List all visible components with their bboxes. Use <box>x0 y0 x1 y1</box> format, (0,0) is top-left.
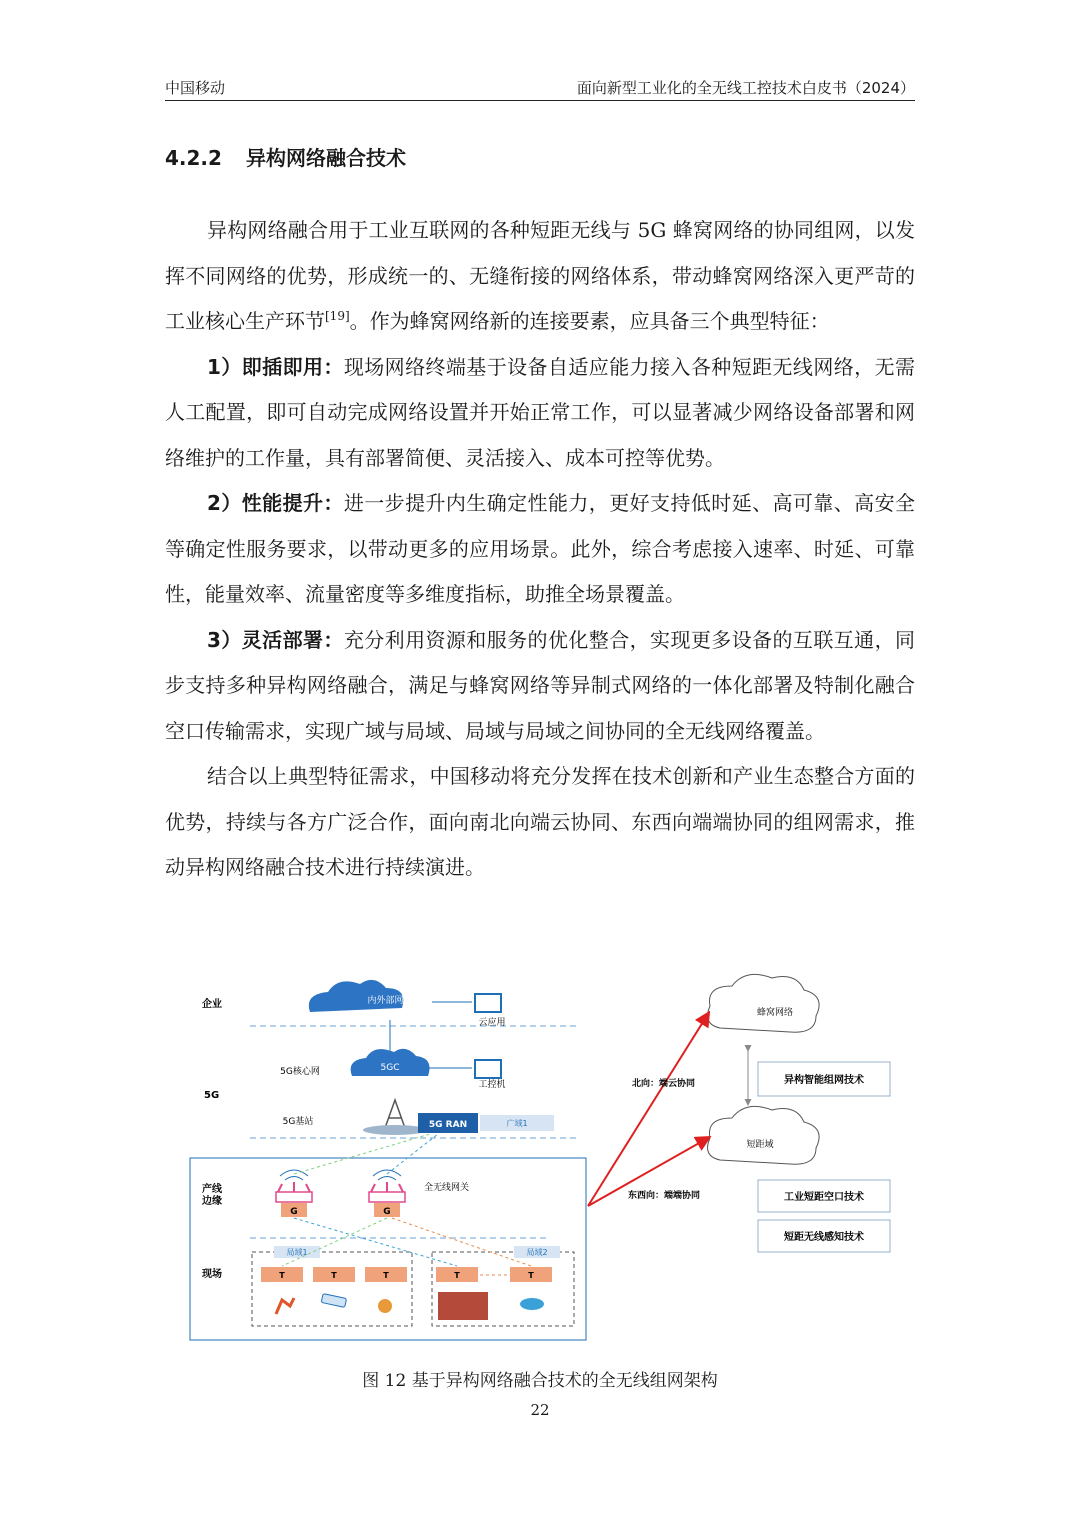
figure-caption: 图 12 基于异构网络融合技术的全无线组网架构 <box>362 1371 718 1391</box>
east-west-label: 东西向：端端协同 <box>628 1191 701 1201</box>
lan1-box <box>252 1252 412 1326</box>
antenna-tower-icon <box>385 1100 405 1128</box>
intro-text-a: 异构网络融合用于工业互联网的各种短距无线与 5G 蜂窝网络的协同组网，以发挥不同网络的优势，形成统一的、无缝衔接的网络体系，带动蜂窝网络深入更严苛的工业核心生产环节 <box>165 218 915 333</box>
agv-photo <box>438 1292 488 1320</box>
tech-label-3: 短距无线感知技术 <box>784 1232 864 1243</box>
conclusion-paragraph: 结合以上典型特征需求，中国移动将充分发挥在技术创新和产业生态整合方面的优势，持续与各方广泛合作，面向南北向端云协同、东西向端端协同的组网需求，推动异构网络融合技术进行持续演进。 <box>165 764 915 879</box>
citation-ref[interactable]: [19] <box>325 309 350 323</box>
network-architecture-figure <box>180 970 900 1350</box>
gateway-1-letter: G <box>290 1207 298 1217</box>
terminal-letter: T <box>279 1271 285 1280</box>
feature-label-2: 2）性能提升： <box>207 491 344 515</box>
sensor-icon <box>378 1299 392 1313</box>
terminal-letter: T <box>331 1271 337 1280</box>
drone-icon <box>520 1298 544 1310</box>
link-ran-gw2 <box>387 1134 438 1174</box>
feature-label-1: 1）即插即用： <box>207 354 344 379</box>
cloud-cellular-label: 蜂窝网络 <box>756 1008 794 1018</box>
feature-text-2: 进一步提升内生确定性能力，更好支持低时延、高可靠、高安全等确定性服务要求，以带动更多的应用场景。此外，综合考虑接入速率、时延、可靠性，能量效率、流量密度等多维度指标，助推全场景覆盖。 <box>165 491 916 606</box>
north-arrow <box>588 1014 708 1206</box>
intro-paragraph <box>165 208 915 345</box>
base-station-label: 5G基站 <box>282 1117 314 1127</box>
section-title: 异构网络融合技术 <box>245 146 406 170</box>
tech-label-1: 异构智能组网技术 <box>784 1075 864 1086</box>
feature-performance <box>165 481 915 618</box>
monitor-icon <box>475 1060 501 1078</box>
layer-label-5g: 5G <box>204 1090 220 1101</box>
layer-label-edge-1: 产线 <box>202 1184 222 1195</box>
cloud-short-range <box>708 1106 820 1164</box>
feature-text-3: 充分利用资源和服务的优化整合，实现更多设备的互联互通，同步支持多种异构网络融合，满足与蜂窝网络等异制式网络的一体化部署及特制化融合空口传输需求，实现广域与局域、局域与局域之间协同的全无线网络覆盖。 <box>165 627 916 743</box>
header-divider <box>165 100 915 101</box>
gateway-label: 全无线网关 <box>424 1183 470 1193</box>
base-station-platform <box>363 1125 427 1135</box>
tech-label-2: 工业短距空口技术 <box>784 1192 864 1203</box>
gateway-2-letter: G <box>383 1207 391 1217</box>
layer-label-enterprise: 企业 <box>202 999 222 1010</box>
cloud-internal-label: 内外部网络 <box>367 996 413 1006</box>
page-number: 22 <box>530 1401 550 1419</box>
lan1-label: 局域1 <box>286 1248 308 1257</box>
body-text <box>165 208 915 891</box>
feature-plug-and-play <box>165 345 915 482</box>
north-label: 北向：端云协同 <box>632 1079 696 1089</box>
lan2-label: 局域2 <box>526 1248 548 1257</box>
feature-text-1: 现场网络终端基于设备自适应能力接入各种短距无线网络，无需人工配置，即可自动完成网络设置并开始正常工作，可以显著减少网络设备部署和网络维护的工作量，具有部署简便、灵活接入、成本可控等优势。 <box>165 354 916 470</box>
terminal-letter: T <box>528 1271 534 1280</box>
link-gw1-terminal <box>294 1218 457 1266</box>
intro-text-b: 。作为蜂窝网络新的连接要素，应具备三个典型特征： <box>349 309 830 333</box>
section-number: 4.2.2 <box>165 146 222 170</box>
layer-label-edge-2: 边缘 <box>202 1196 222 1207</box>
feature-flexible-deploy <box>165 618 915 755</box>
terminal-letter: T <box>454 1271 460 1280</box>
cloud-short-label: 短距域 <box>746 1140 774 1150</box>
cloud-cellular <box>708 974 820 1032</box>
terminal-letter: T <box>383 1271 389 1280</box>
cloud-5gc-label: 5GC <box>380 1063 400 1073</box>
link-gw2-terminal <box>282 1218 387 1266</box>
feature-label-3: 3）灵活部署： <box>207 627 344 652</box>
ran-label: 5G RAN <box>428 1120 468 1130</box>
camera-icon <box>321 1294 346 1308</box>
section-heading <box>165 142 406 171</box>
header-title: 面向新型工业化的全无线工控技术白皮书（2024） <box>576 79 915 97</box>
layer-label-field: 现场 <box>202 1269 222 1280</box>
header-org: 中国移动 <box>165 79 226 97</box>
robot-arm-icon <box>276 1298 294 1314</box>
wan1-label: 广域1 <box>506 1119 528 1128</box>
core-network-label: 5G核心网 <box>280 1067 320 1077</box>
cloud-app-label: 云应用 <box>478 1018 506 1028</box>
link-gw2-terminal-2 <box>392 1218 531 1266</box>
monitor-icon <box>475 994 501 1012</box>
link-ran-gw1 <box>294 1134 430 1174</box>
ipc-label: 工控机 <box>478 1080 506 1090</box>
